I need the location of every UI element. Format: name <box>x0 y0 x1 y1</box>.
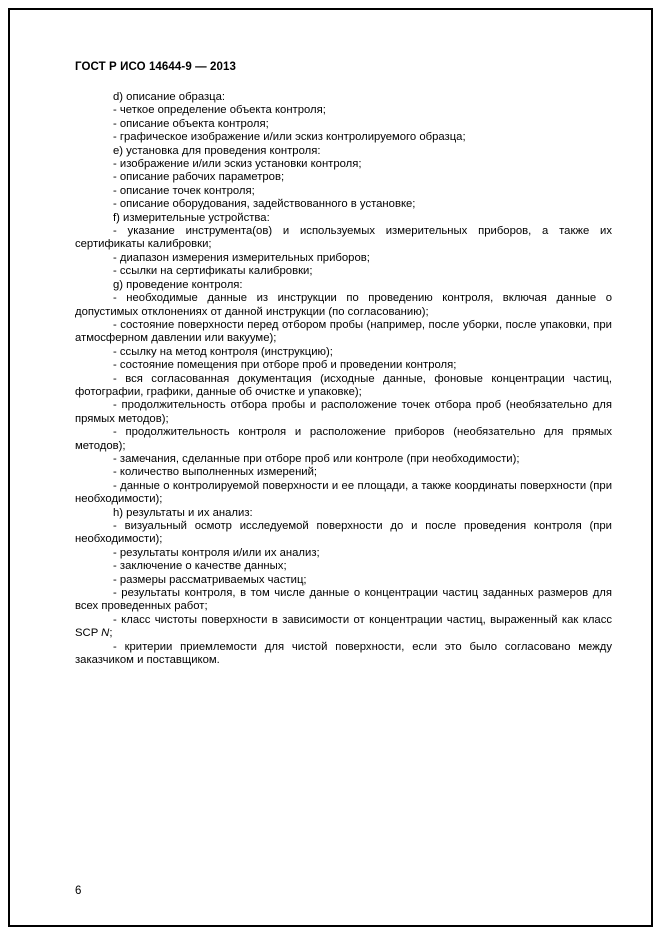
paragraph-text: - количество выполненных измерений; <box>113 466 318 479</box>
paragraph <box>75 453 612 466</box>
paragraph <box>75 520 612 547</box>
paragraph <box>75 265 612 278</box>
paragraph-text: - четкое определение объекта контроля; <box>113 104 326 117</box>
paragraph <box>75 158 612 171</box>
document-header: ГОСТ Р ИСО 14644-9 — 2013 <box>75 61 237 73</box>
paragraph <box>75 614 612 641</box>
paragraph-text: ; <box>109 627 113 640</box>
paragraph <box>75 480 612 507</box>
paragraph-text: h) результаты и их анализ: <box>113 506 253 519</box>
paragraph-text: - продолжительность контроля и расположение приборов (необязательно для прямых методов); <box>75 426 612 452</box>
paragraph <box>75 292 612 319</box>
paragraph-text: - состояние поверхности перед отбором пробы (например, после уборки, после упаковки, при атмосферном давлении или вакууме); <box>75 318 612 345</box>
paragraph <box>75 91 612 104</box>
paragraph <box>75 104 612 117</box>
paragraph-text: - указание инструмента(ов) и используемых измерительных приборов, а также их сертификаты калибровки; <box>75 225 612 251</box>
paragraph-text: - описание объекта контроля; <box>113 117 269 130</box>
paragraph <box>75 198 612 211</box>
paragraph <box>75 574 612 587</box>
paragraph <box>75 641 612 668</box>
paragraph-text: g) проведение контроля: <box>113 278 243 291</box>
paragraph-text: - вся согласованная документация (исходные данные, фоновые концентрации частиц, фотографии, графики, данные об очистке и упаковке); <box>75 372 612 398</box>
paragraph-text: - критерии приемлемости для чистой поверхности, если это было согласовано между заказчиком и поставщиком. <box>75 640 612 667</box>
paragraph-text: - замечания, сделанные при отборе проб или контроле (при необходимости); <box>113 452 520 465</box>
page-content <box>75 60 612 667</box>
paragraph <box>75 279 612 292</box>
paragraph-text: - описание оборудования, задействованного в установке; <box>113 198 416 211</box>
paragraph-text: - ссылку на метод контроля (инструкцию); <box>113 345 333 358</box>
paragraph-text: - ссылки на сертификаты калибровки; <box>113 265 313 278</box>
paragraph-text: - продолжительность отбора пробы и расположение точек отбора проб (необязательно для прямых методов); <box>75 399 612 425</box>
paragraph <box>75 118 612 131</box>
paragraph <box>75 319 612 346</box>
paragraph-text: - данные о контролируемой поверхности и ее площади, а также координаты поверхности (при необходимости); <box>75 479 612 506</box>
paragraph <box>75 359 612 372</box>
paragraph <box>75 145 612 158</box>
paragraph-text: - визуальный осмотр исследуемой поверхности до и после проведения контроля (при необходимости); <box>75 520 612 546</box>
paragraph <box>75 225 612 252</box>
paragraph-text: - изображение и/или эскиз установки контроля; <box>113 158 362 171</box>
paragraph-list <box>75 91 612 667</box>
page-number: 6 <box>75 885 82 897</box>
paragraph <box>75 507 612 520</box>
paragraph <box>75 212 612 225</box>
paragraph <box>75 185 612 198</box>
paragraph-text: - описание рабочих параметров; <box>113 171 285 184</box>
paragraph <box>75 131 612 144</box>
paragraph <box>75 587 612 614</box>
paragraph <box>75 399 612 426</box>
paragraph-text: e) установка для проведения контроля: <box>113 144 321 157</box>
paragraph-text: - графическое изображение и/или эскиз контролируемого образца; <box>113 131 466 144</box>
paragraph <box>75 373 612 400</box>
paragraph-text-italic: N <box>101 627 110 640</box>
paragraph-text: - заключение о качестве данных; <box>113 560 287 573</box>
paragraph <box>75 547 612 560</box>
paragraph <box>75 560 612 573</box>
paragraph <box>75 466 612 479</box>
paragraph-text: - результаты контроля и/или их анализ; <box>113 546 320 559</box>
paragraph-text: - необходимые данные из инструкции по проведению контроля, включая данные о допустимых отклонениях от данной инструкции (по согласованию); <box>75 292 612 318</box>
paragraph-text: - размеры рассматриваемых частиц; <box>113 573 307 586</box>
paragraph <box>75 346 612 359</box>
paragraph-text: - диапазон измерения измерительных приборов; <box>113 251 370 264</box>
paragraph-text: d) описание образца: <box>113 91 226 103</box>
paragraph <box>75 171 612 184</box>
paragraph <box>75 426 612 453</box>
paragraph-text: f) измерительные устройства: <box>113 211 270 224</box>
paragraph-text: - результаты контроля, в том числе данные о концентрации частиц заданных размеров для всех проведенных работ; <box>75 587 612 613</box>
paragraph <box>75 252 612 265</box>
paragraph-text: - описание точек контроля; <box>113 184 255 197</box>
paragraph-text: - класс чистоты поверхности в зависимости от концентрации частиц, выраженный как класс SCP <box>75 613 612 640</box>
paragraph-text: - состояние помещения при отборе проб и проведении контроля; <box>113 359 457 372</box>
